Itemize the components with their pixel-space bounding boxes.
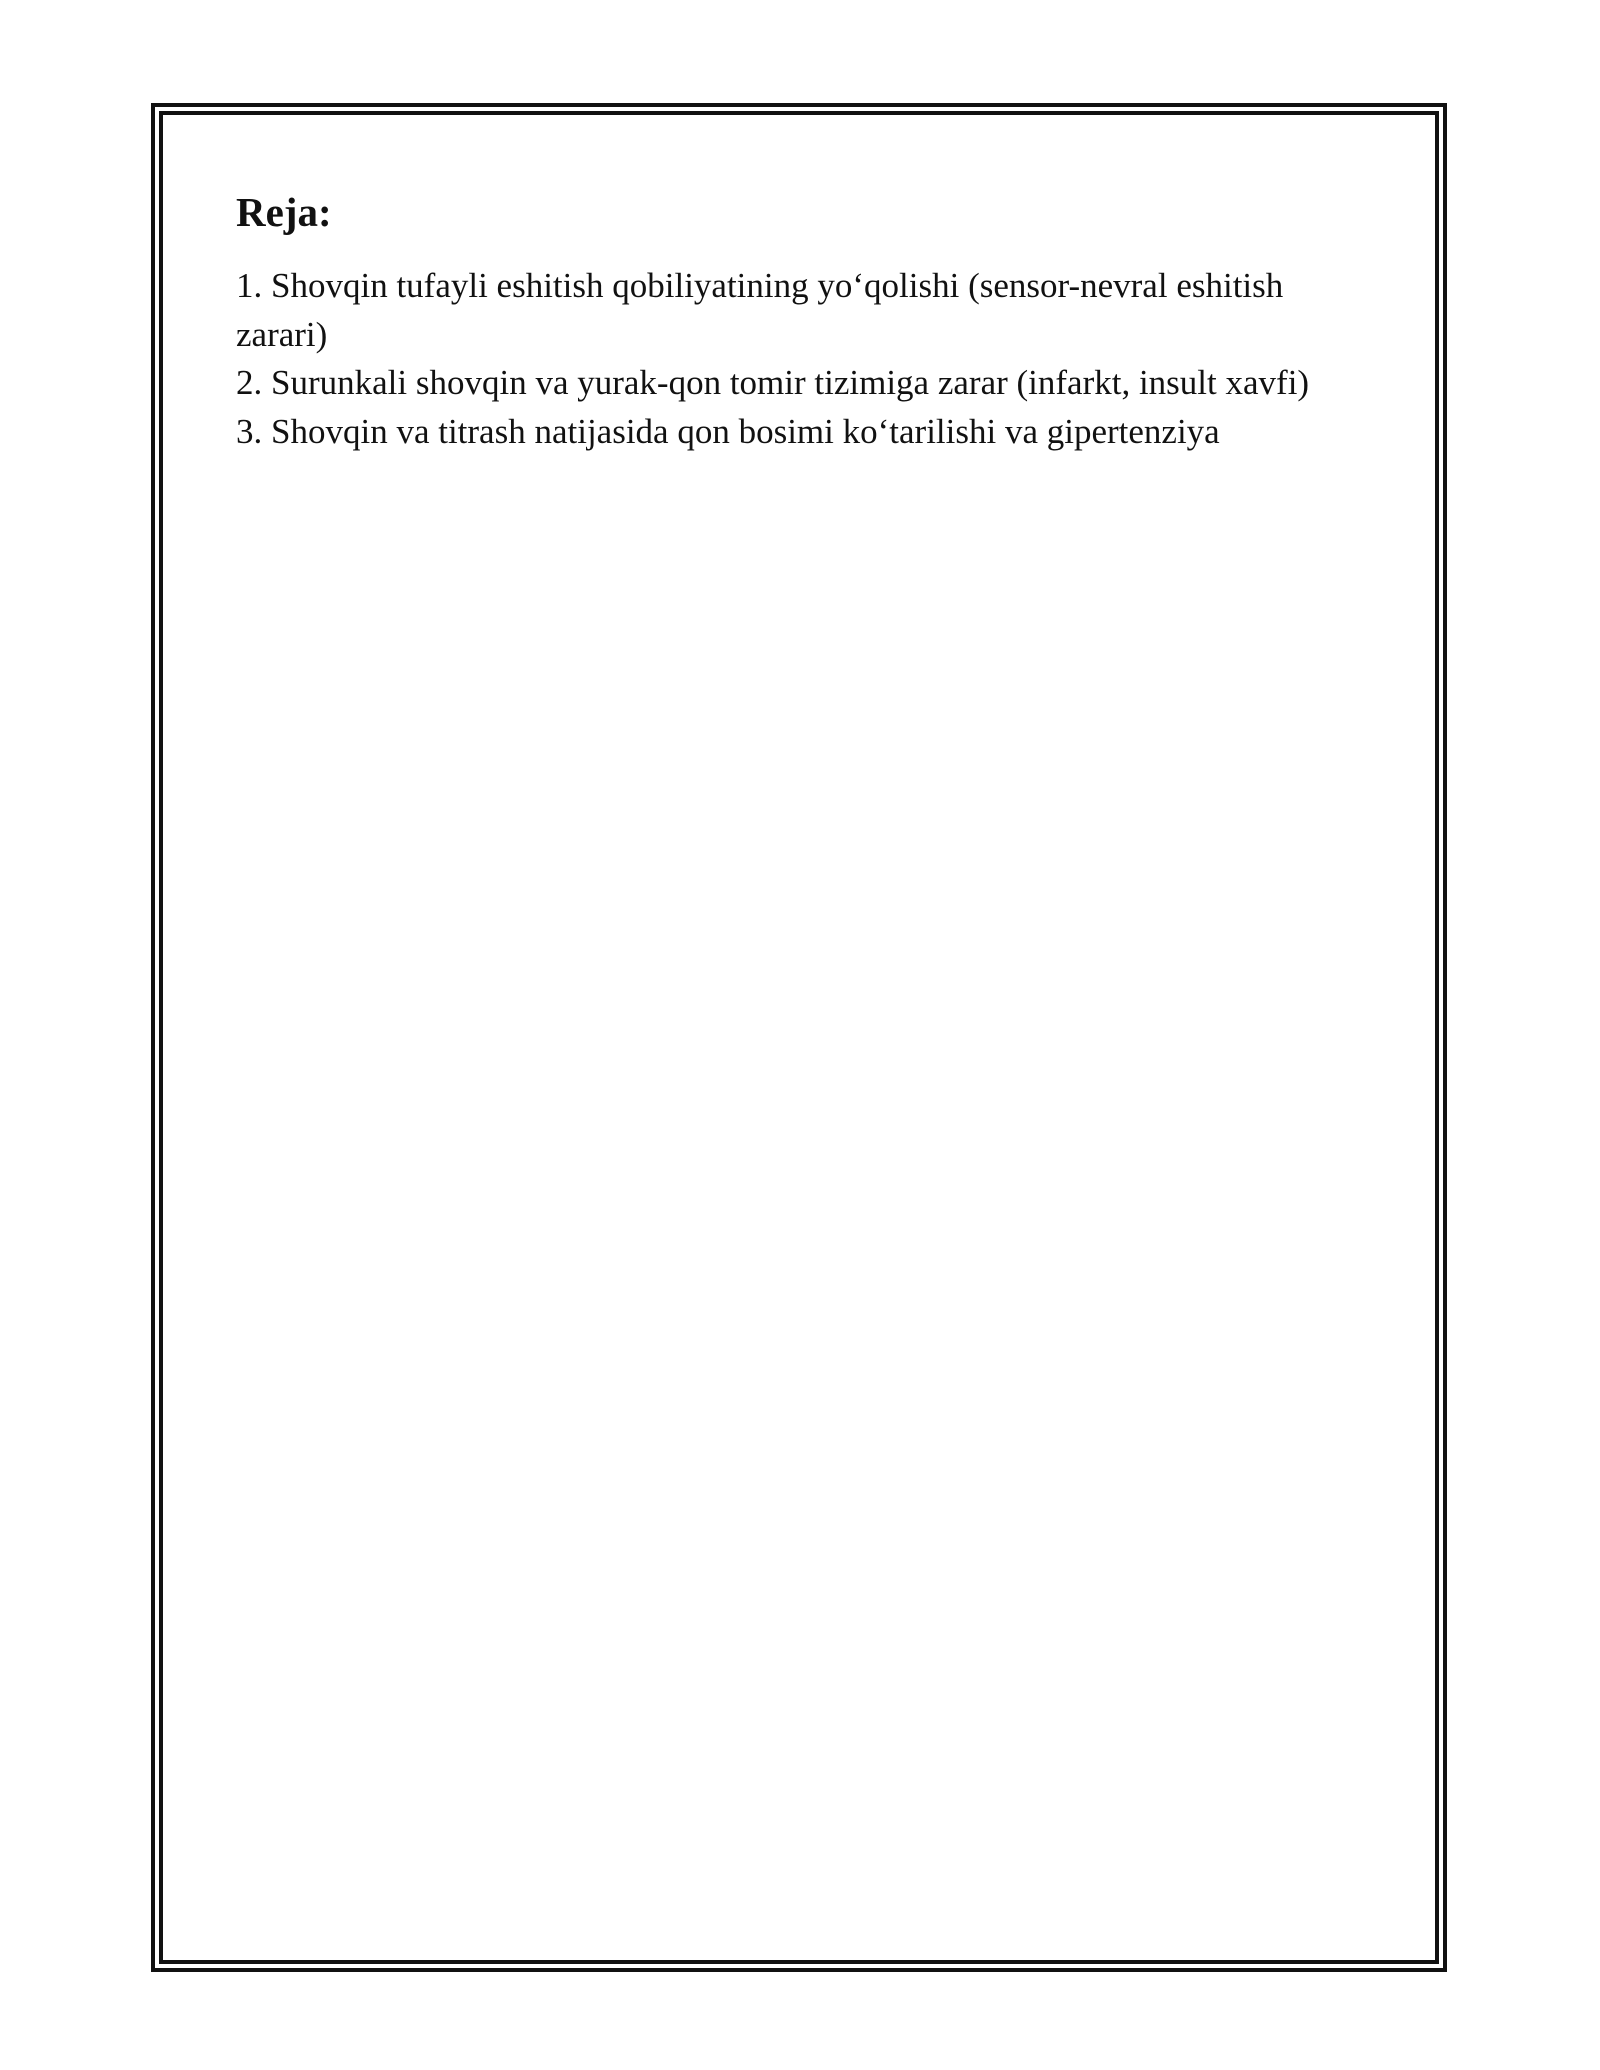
plan-item-2: 2. Surunkali shovqin va yurak-qon tomir tizimiga zarar (infarkt, insult xavfi) bbox=[236, 363, 1310, 402]
page-content bbox=[236, 186, 1366, 456]
plan-heading: Reja: bbox=[236, 189, 332, 235]
plan-item-3: 3. Shovqin va titrash natijasida qon bosimi ko‘tarilishi va gipertenziya bbox=[236, 411, 1220, 451]
plan-list bbox=[236, 262, 1366, 456]
plan-item-1: 1. Shovqin tufayli eshitish qobiliyatining yo‘qolishi (sensor-nevral eshitish zarari) bbox=[236, 266, 1284, 354]
